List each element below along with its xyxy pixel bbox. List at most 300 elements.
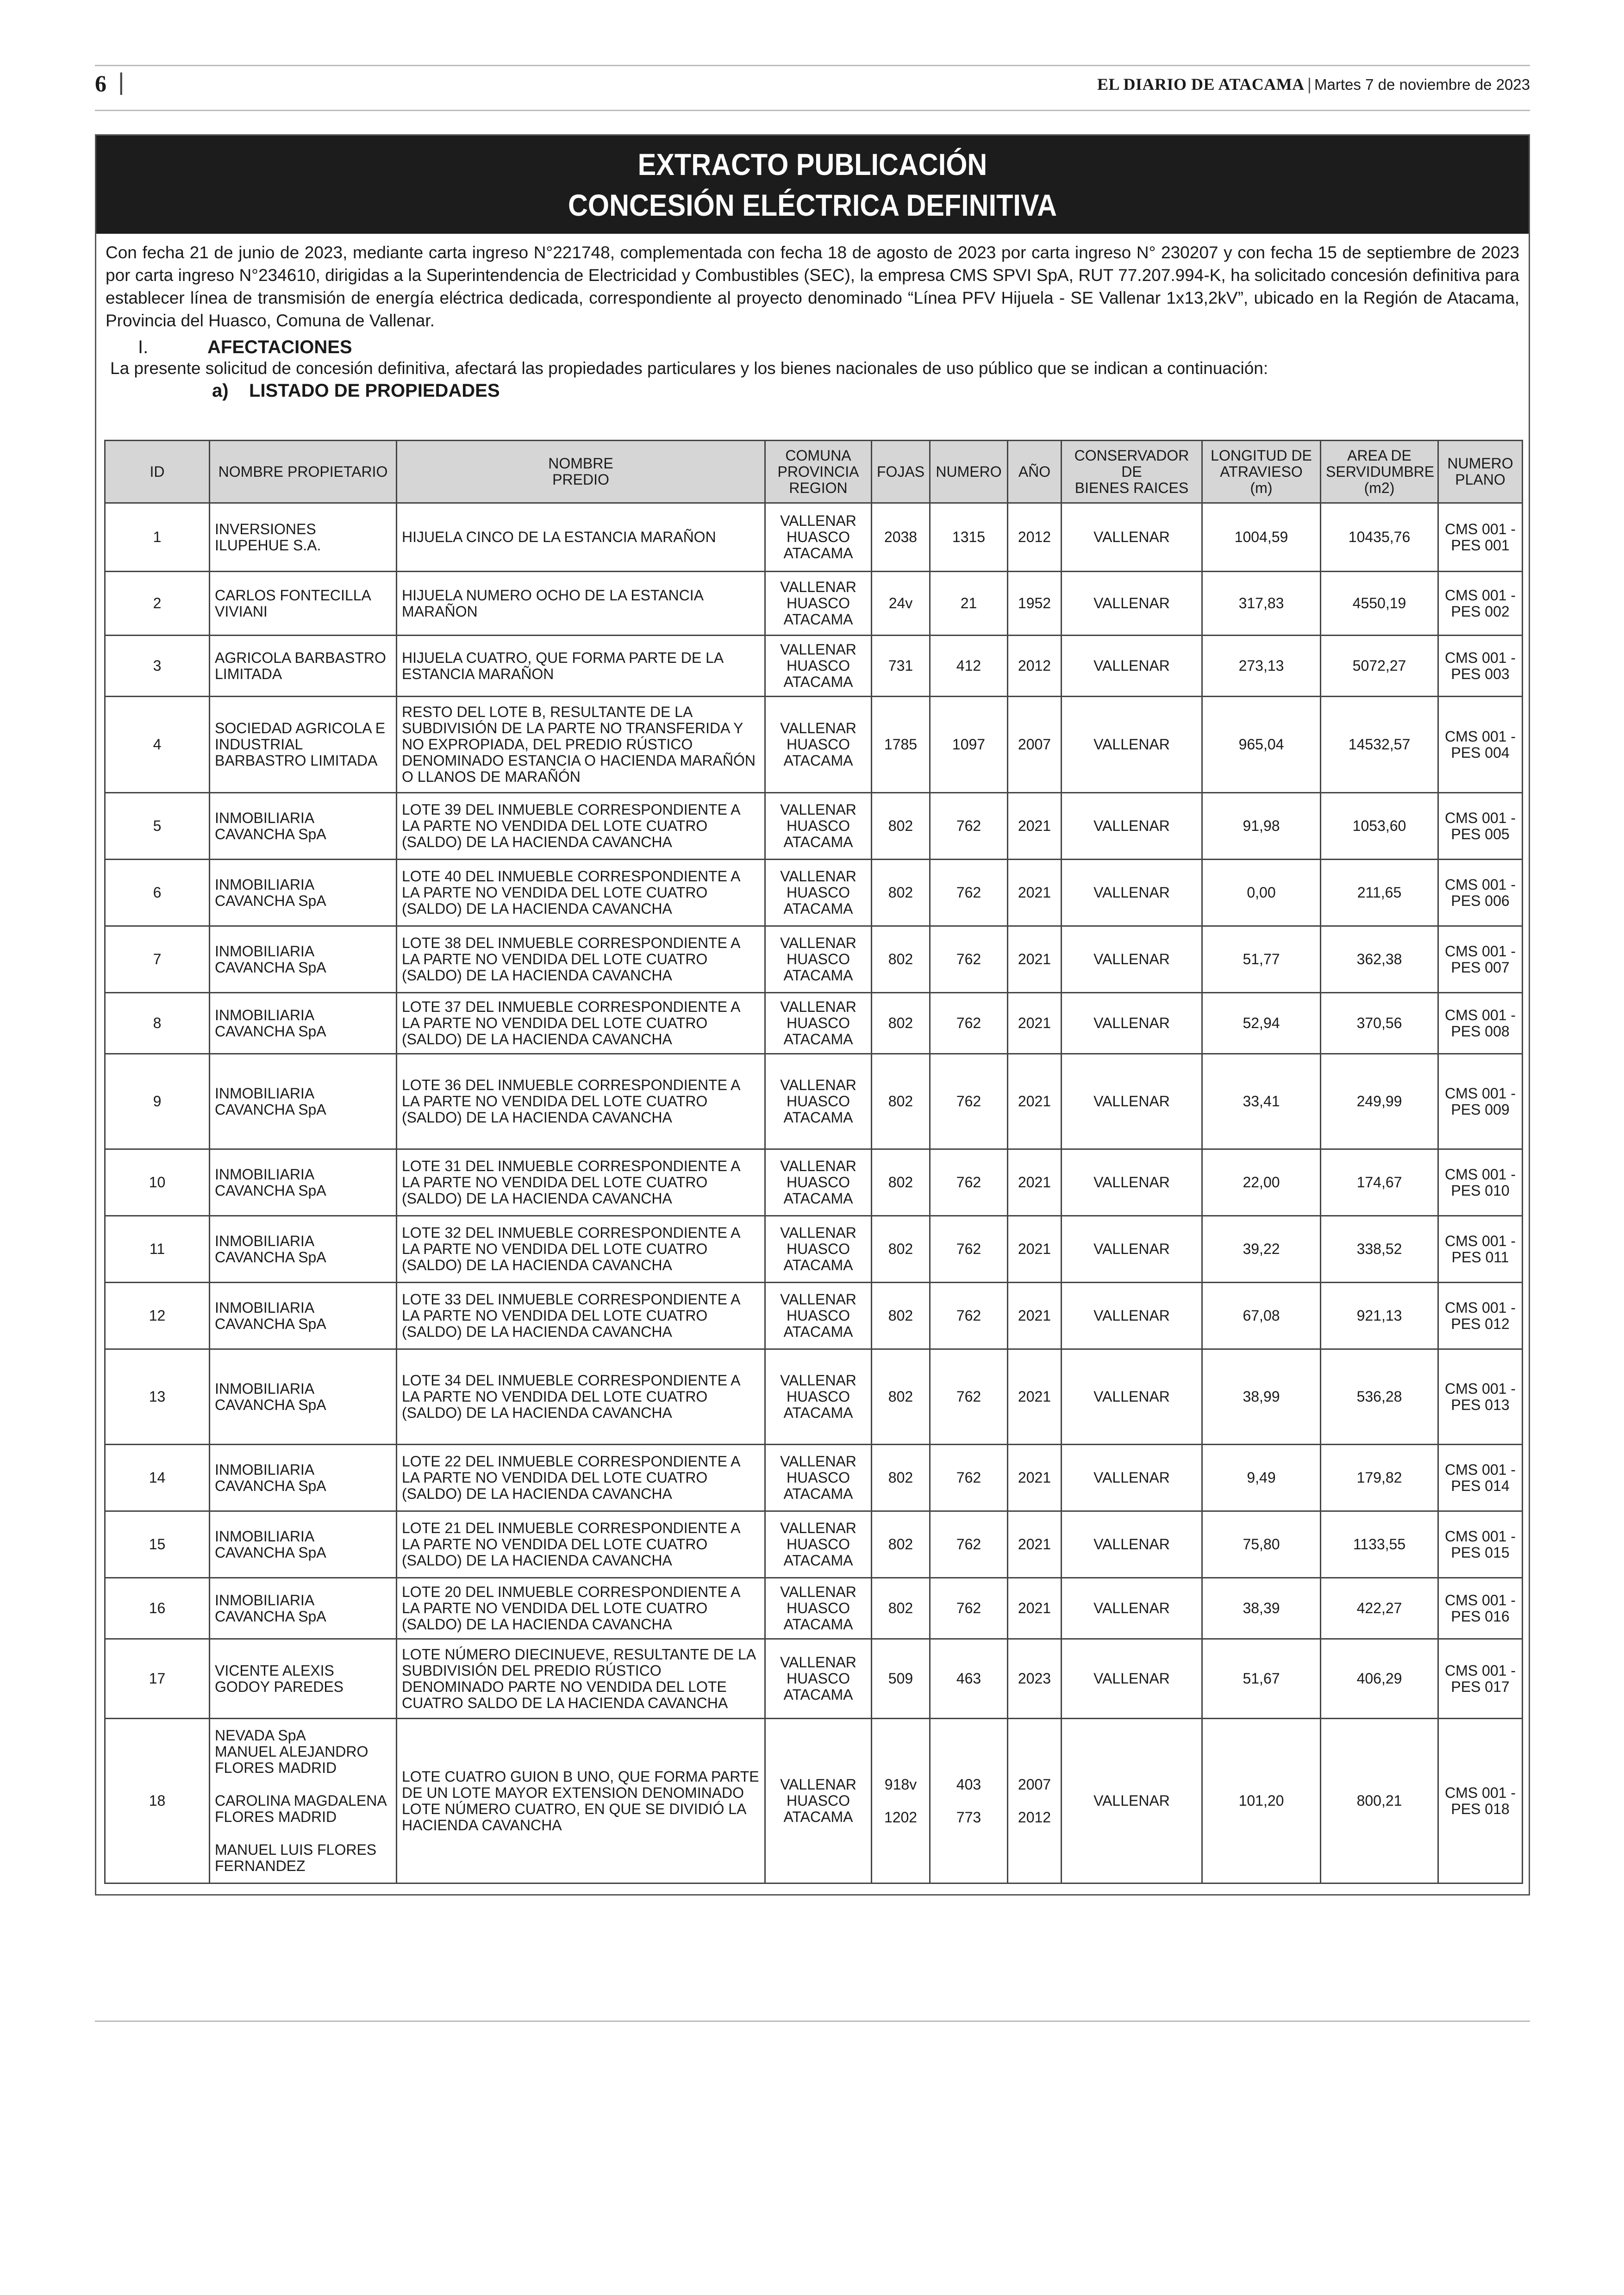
cell-comuna [765,793,872,860]
cell-plano [1438,697,1523,793]
table-header-row [105,441,1523,503]
cell-plano-line-1: CMS 001 - [1445,1166,1516,1183]
cell-plano [1438,926,1523,993]
cell-region-name: ATACAMA [783,834,853,850]
cell-owner: INMOBILIARIA CAVANCHA SpA [210,1149,397,1216]
cell-plano-line-2: PES 003 [1451,665,1510,682]
cell-owner: INMOBILIARIA CAVANCHA SpA [210,926,397,993]
page-header [95,65,1530,111]
cell-conservador: VALLENAR [1062,697,1202,793]
cell-comuna-name: VALLENAR [780,801,856,818]
cell-numero: 762 [930,1578,1008,1639]
cell-provincia-name: HUASCO [787,1015,850,1031]
cell-plano [1438,1578,1523,1639]
owner-name-3: CAROLINA MAGDALENA FLORES MADRID [215,1792,386,1825]
cell-comuna [765,1719,872,1883]
cell-provincia-name: HUASCO [787,529,850,545]
cell-plano-line-2: PES 010 [1451,1182,1510,1199]
cell-comuna [765,1349,872,1445]
cell-plano-line-1: CMS 001 - [1445,1784,1516,1801]
cell-region-name: ATACAMA [783,1257,853,1273]
cell-conservador: VALLENAR [1062,1216,1202,1283]
section-text: La presente solicitud de concesión definitiva, afectará las propiedades particulares y los bienes nacionales de uso público que se indican a continuación: [110,359,1268,378]
cell-numero: 463 [930,1639,1008,1719]
cell-id: 3 [105,636,210,697]
cell-predio: LOTE 38 DEL INMUEBLE CORRESPONDIENTE A LA PARTE NO VENDIDA DEL LOTE CUATRO (SALDO) DE LA HACIENDA CAVANCHA [397,926,765,993]
header-longitud-line-1: LONGITUD DE [1211,447,1312,464]
cell-anio: 1952 [1008,572,1062,636]
cell-predio: LOTE 22 DEL INMUEBLE CORRESPONDIENTE A LA PARTE NO VENDIDA DEL LOTE CUATRO (SALDO) DE LA HACIENDA CAVANCHA [397,1445,765,1511]
cell-plano-line-1: CMS 001 - [1445,520,1516,537]
header-plano-line-1: NUMERO [1447,455,1513,472]
cell-comuna-name: VALLENAR [780,1224,856,1241]
cell-plano-line-1: CMS 001 - [1445,1591,1516,1609]
cell-id: 4 [105,697,210,793]
cell-comuna [765,1054,872,1149]
cell-plano [1438,793,1523,860]
publication-name: EL DIARIO DE ATACAMA [1097,75,1305,94]
cell-conservador: VALLENAR [1062,926,1202,993]
publication-date: Martes 7 de noviembre de 2023 [1314,76,1530,93]
cell-comuna-name: VALLENAR [780,935,856,951]
cell-anio: 2021 [1008,1511,1062,1578]
cell-comuna [765,697,872,793]
notice-title-line-1: EXTRACTO PUBLICACIÓN [637,147,987,181]
cell-region-name: ATACAMA [783,900,853,917]
header-area-line-1: AREA DE [1347,447,1412,464]
cell-plano [1438,636,1523,697]
cell-numero: 762 [930,1445,1008,1511]
cell-provincia-name: HUASCO [787,817,850,834]
cell-id: 14 [105,1445,210,1511]
cell-plano-line-1: CMS 001 - [1445,1232,1516,1249]
subsection-title: LISTADO DE PROPIEDADES [249,380,500,401]
cell-predio: LOTE 37 DEL INMUEBLE CORRESPONDIENTE A LA PARTE NO VENDIDA DEL LOTE CUATRO (SALDO) DE LA HACIENDA CAVANCHA [397,993,765,1054]
cell-fojas: 802 [872,1511,930,1578]
cell-id: 10 [105,1149,210,1216]
cell-plano-line-1: CMS 001 - [1445,1528,1516,1545]
cell-numero: 762 [930,1511,1008,1578]
cell-comuna-name: VALLENAR [780,1291,856,1308]
cell-fojas: 802 [872,1349,930,1445]
cell-conservador: VALLENAR [1062,1719,1202,1883]
cell-numero [930,1719,1008,1883]
cell-predio: HIJUELA CINCO DE LA ESTANCIA MARAÑON [397,503,765,572]
cell-anio: 2021 [1008,1054,1062,1149]
cell-comuna-name: VALLENAR [780,1584,856,1600]
cell-plano-line-2: PES 001 [1451,536,1510,554]
cell-plano-line-1: CMS 001 - [1445,876,1516,893]
cell-comuna [765,1511,872,1578]
masthead-separator: | [1307,75,1312,94]
cell-predio: LOTE CUATRO GUION B UNO, QUE FORMA PARTE DE UN LOTE MAYOR EXTENSION DENOMINADO LOTE NÚMERO CUATRO, EN QUE SE DIVIDIÓ LA HACIENDA CAVANCHA [397,1719,765,1883]
cell-area: 338,52 [1321,1216,1438,1283]
cell-provincia-name: HUASCO [787,736,850,753]
cell-predio: LOTE 32 DEL INMUEBLE CORRESPONDIENTE A LA PARTE NO VENDIDA DEL LOTE CUATRO (SALDO) DE LA HACIENDA CAVANCHA [397,1216,765,1283]
table-row-14 [105,1445,1523,1511]
cell-plano-line-1: CMS 001 - [1445,1461,1516,1478]
header-longitud-line-3: (m) [1250,479,1273,496]
cell-area: 1053,60 [1321,793,1438,860]
cell-numero: 21 [930,572,1008,636]
cell-comuna [765,993,872,1054]
cell-owner: INMOBILIARIA CAVANCHA SpA [210,1283,397,1349]
cell-longitud: 52,94 [1202,993,1321,1054]
cell-comuna [765,1445,872,1511]
cell-anio: 2021 [1008,993,1062,1054]
cell-plano [1438,1149,1523,1216]
cell-owner: INVERSIONES ILUPEHUE S.A. [210,503,397,572]
cell-conservador: VALLENAR [1062,860,1202,926]
cell-provincia-name: HUASCO [787,1670,850,1687]
cell-conservador: VALLENAR [1062,993,1202,1054]
cell-fojas: 802 [872,926,930,993]
cell-comuna-name: VALLENAR [780,1520,856,1536]
cell-region-name: ATACAMA [783,545,853,561]
cell-comuna [765,636,872,697]
cell-fojas: 1785 [872,697,930,793]
cell-plano-line-1: CMS 001 - [1445,809,1516,826]
cell-owner: SOCIEDAD AGRICOLA E INDUSTRIAL BARBASTRO LIMITADA [210,697,397,793]
subsection-letter: a) [212,380,229,401]
owner-name-2: MANUEL ALEJANDRO FLORES MADRID [215,1743,369,1776]
page-number: 6 [95,70,106,96]
cell-numero: 762 [930,1149,1008,1216]
cell-anio: 2021 [1008,1349,1062,1445]
cell-predio: LOTE 40 DEL INMUEBLE CORRESPONDIENTE A LA PARTE NO VENDIDA DEL LOTE CUATRO (SALDO) DE LA HACIENDA CAVANCHA [397,860,765,926]
header-plano [1438,441,1523,503]
cell-area: 921,13 [1321,1283,1438,1349]
table-row-2 [105,572,1523,636]
cell-plano-line-2: PES 012 [1451,1315,1510,1332]
cell-owner: INMOBILIARIA CAVANCHA SpA [210,1349,397,1445]
cell-plano [1438,503,1523,572]
cell-longitud: 22,00 [1202,1149,1321,1216]
numero-value-1: 403 [956,1776,981,1793]
table-row-5 [105,793,1523,860]
cell-region-name: ATACAMA [783,1686,853,1703]
cell-id: 12 [105,1283,210,1349]
cell-plano-line-2: PES 006 [1451,892,1510,909]
cell-plano-line-1: CMS 001 - [1445,1299,1516,1316]
cell-conservador: VALLENAR [1062,793,1202,860]
cell-area: 14532,57 [1321,697,1438,793]
properties-table [104,440,1523,1884]
cell-predio: RESTO DEL LOTE B, RESULTANTE DE LA SUBDIVISIÓN DE LA PARTE NO TRANSFERIDA Y NO EXPROPIADA, DEL PREDIO RÚSTICO DENOMINADO ESTANCIA O HACIENDA MARAÑÓN O LLANOS DE MARAÑÓN [397,697,765,793]
cell-anio: 2007 [1008,697,1062,793]
cell-comuna-name: VALLENAR [780,512,856,529]
cell-predio: LOTE 33 DEL INMUEBLE CORRESPONDIENTE A LA PARTE NO VENDIDA DEL LOTE CUATRO (SALDO) DE LA HACIENDA CAVANCHA [397,1283,765,1349]
cell-longitud: 101,20 [1202,1719,1321,1883]
section-number: I. [138,337,149,357]
cell-owner: INMOBILIARIA CAVANCHA SpA [210,1216,397,1283]
cell-area: 800,21 [1321,1719,1438,1883]
cell-plano-line-2: PES 008 [1451,1023,1510,1040]
header-area-line-3: (m2) [1364,479,1395,496]
cell-region-name: ATACAMA [783,1404,853,1421]
cell-region-name: ATACAMA [783,1809,853,1825]
header-conservador-line-2: BIENES RAICES [1074,479,1189,496]
cell-area: 406,29 [1321,1639,1438,1719]
cell-region-name: ATACAMA [783,1190,853,1207]
cell-plano [1438,1719,1523,1883]
cell-longitud: 9,49 [1202,1445,1321,1511]
fojas-value-2: 1202 [884,1809,918,1826]
cell-region-name: ATACAMA [783,1552,853,1569]
table-row-9 [105,1054,1523,1149]
cell-owner: AGRICOLA BARBASTRO LIMITADA [210,636,397,697]
cell-numero: 762 [930,1216,1008,1283]
table-row-11 [105,1216,1523,1283]
cell-anio: 2012 [1008,636,1062,697]
masthead [1097,75,1530,94]
cell-predio: LOTE NÚMERO DIECINUEVE, RESULTANTE DE LA SUBDIVISIÓN DEL PREDIO RÚSTICO DENOMINADO PARTE NO VENDIDA DEL LOTE CUATRO SALDO DE LA HACIENDA CAVANCHA [397,1639,765,1719]
cell-longitud: 1004,59 [1202,503,1321,572]
cell-predio: HIJUELA CUATRO, QUE FORMA PARTE DE LA ESTANCIA MARAÑON [397,636,765,697]
cell-fojas: 509 [872,1639,930,1719]
header-longitud [1202,441,1321,503]
cell-anio: 2021 [1008,1149,1062,1216]
cell-provincia-name: HUASCO [787,1241,850,1257]
cell-id: 6 [105,860,210,926]
cell-comuna-name: VALLENAR [780,868,856,885]
cell-plano-line-2: PES 013 [1451,1396,1510,1413]
cell-longitud: 0,00 [1202,860,1321,926]
legal-notice [95,134,1530,1896]
header-conservador [1062,441,1202,503]
cell-area: 536,28 [1321,1349,1438,1445]
table-row-4 [105,697,1523,793]
cell-owner: INMOBILIARIA CAVANCHA SpA [210,1578,397,1639]
cell-region-name: ATACAMA [783,674,853,690]
cell-plano [1438,1349,1523,1445]
cell-provincia-name: HUASCO [787,951,850,967]
cell-id: 9 [105,1054,210,1149]
cell-conservador: VALLENAR [1062,503,1202,572]
cell-id: 7 [105,926,210,993]
cell-longitud: 273,13 [1202,636,1321,697]
header-conservador-line-1: CONSERVADOR DE [1074,447,1189,480]
cell-owner: INMOBILIARIA CAVANCHA SpA [210,860,397,926]
numero-value-2: 773 [956,1809,981,1826]
cell-predio: LOTE 39 DEL INMUEBLE CORRESPONDIENTE A LA PARTE NO VENDIDA DEL LOTE CUATRO (SALDO) DE LA HACIENDA CAVANCHA [397,793,765,860]
subsection-heading [212,379,1529,403]
cell-plano-line-1: CMS 001 - [1445,728,1516,745]
cell-provincia-name: HUASCO [787,1600,850,1616]
cell-comuna [765,1283,872,1349]
cell-anio: 2021 [1008,1216,1062,1283]
header-plano-line-2: PLANO [1455,471,1505,488]
cell-fojas: 802 [872,1445,930,1511]
cell-conservador: VALLENAR [1062,1639,1202,1719]
cell-comuna-name: VALLENAR [780,1158,856,1174]
cell-comuna-name: VALLENAR [780,1776,856,1793]
cell-conservador: VALLENAR [1062,572,1202,636]
cell-plano-line-1: CMS 001 - [1445,649,1516,666]
cell-anio: 2021 [1008,793,1062,860]
cell-plano-line-2: PES 009 [1451,1101,1510,1118]
cell-area: 4550,19 [1321,572,1438,636]
cell-fojas: 802 [872,1054,930,1149]
cell-comuna [765,572,872,636]
cell-comuna-name: VALLENAR [780,579,856,595]
cell-comuna-name: VALLENAR [780,1077,856,1093]
cell-plano [1438,1511,1523,1578]
cell-region-name: ATACAMA [783,611,853,628]
page-number-separator: | [118,69,125,95]
cell-area: 422,27 [1321,1578,1438,1639]
cell-conservador: VALLENAR [1062,1149,1202,1216]
cell-owner: VICENTE ALEXIS GODOY PAREDES [210,1639,397,1719]
cell-numero: 412 [930,636,1008,697]
cell-provincia-name: HUASCO [787,1307,850,1324]
cell-region-name: ATACAMA [783,967,853,984]
cell-provincia-name: HUASCO [787,657,850,674]
cell-owner: INMOBILIARIA CAVANCHA SpA [210,993,397,1054]
cell-area: 179,82 [1321,1445,1438,1511]
cell-anio [1008,1719,1062,1883]
cell-plano [1438,1283,1523,1349]
cell-plano-line-2: PES 005 [1451,825,1510,842]
cell-numero: 1315 [930,503,1008,572]
table-row-15 [105,1511,1523,1578]
cell-plano-line-2: PES 007 [1451,959,1510,976]
cell-longitud: 75,80 [1202,1511,1321,1578]
cell-id: 17 [105,1639,210,1719]
cell-region-name: ATACAMA [783,752,853,769]
cell-fojas: 802 [872,860,930,926]
cell-conservador: VALLENAR [1062,1445,1202,1511]
header-owner: NOMBRE PROPIETARIO [210,441,397,503]
cell-fojas: 802 [872,1578,930,1639]
cell-conservador: VALLENAR [1062,636,1202,697]
cell-fojas: 731 [872,636,930,697]
header-numero: NUMERO [930,441,1008,503]
anio-value-2: 2012 [1018,1809,1051,1826]
cell-owner [210,1719,397,1883]
cell-fojas: 2038 [872,503,930,572]
table-row-6 [105,860,1523,926]
cell-conservador: VALLENAR [1062,1349,1202,1445]
cell-fojas: 802 [872,793,930,860]
notice-title-bar [96,136,1529,234]
owner-name-1: NEVADA SpA [215,1727,306,1744]
cell-area: 249,99 [1321,1054,1438,1149]
cell-plano [1438,860,1523,926]
cell-region-name: ATACAMA [783,1323,853,1340]
cell-id: 8 [105,993,210,1054]
table-row-10 [105,1149,1523,1216]
cell-predio: HIJUELA NUMERO OCHO DE LA ESTANCIA MARAÑON [397,572,765,636]
cell-plano-line-1: CMS 001 - [1445,1085,1516,1102]
cell-comuna [765,1149,872,1216]
header-comuna-line-2: PROVINCIA [777,463,859,480]
cell-longitud: 317,83 [1202,572,1321,636]
cell-area: 174,67 [1321,1149,1438,1216]
cell-numero: 1097 [930,697,1008,793]
cell-id: 2 [105,572,210,636]
cell-numero: 762 [930,993,1008,1054]
cell-anio: 2021 [1008,860,1062,926]
cell-area: 10435,76 [1321,503,1438,572]
header-comuna [765,441,872,503]
cell-longitud: 965,04 [1202,697,1321,793]
cell-plano-line-2: PES 004 [1451,744,1510,761]
cell-plano-line-1: CMS 001 - [1445,1006,1516,1023]
cell-anio: 2021 [1008,1445,1062,1511]
cell-comuna [765,503,872,572]
cell-region-name: ATACAMA [783,1031,853,1048]
cell-comuna-name: VALLENAR [780,998,856,1015]
table-row-12 [105,1283,1523,1349]
cell-conservador: VALLENAR [1062,1578,1202,1639]
cell-conservador: VALLENAR [1062,1511,1202,1578]
cell-comuna [765,1578,872,1639]
fojas-value-1: 918v [884,1776,917,1793]
cell-provincia-name: HUASCO [787,884,850,901]
cell-fojas: 802 [872,1283,930,1349]
cell-numero: 762 [930,1283,1008,1349]
cell-plano-line-2: PES 017 [1451,1678,1510,1695]
cell-anio: 2023 [1008,1639,1062,1719]
cell-anio: 2021 [1008,926,1062,993]
table-row-8 [105,993,1523,1054]
cell-fojas: 802 [872,1149,930,1216]
cell-plano-line-2: PES 018 [1451,1800,1510,1817]
cell-plano-line-2: PES 002 [1451,603,1510,620]
cell-comuna-name: VALLENAR [780,1654,856,1671]
owner-name-4: MANUEL LUIS FLORES FERNANDEZ [215,1841,377,1874]
cell-plano-line-1: CMS 001 - [1445,1380,1516,1397]
cell-provincia-name: HUASCO [787,595,850,611]
cell-longitud: 51,77 [1202,926,1321,993]
footer-rule [95,2021,1530,2022]
cell-plano-line-2: PES 014 [1451,1477,1510,1494]
cell-predio: LOTE 34 DEL INMUEBLE CORRESPONDIENTE A LA PARTE NO VENDIDA DEL LOTE CUATRO (SALDO) DE LA HACIENDA CAVANCHA [397,1349,765,1445]
notice-title-line-2: CONCESIÓN ELÉCTRICA DEFINITIVA [568,188,1057,222]
cell-provincia-name: HUASCO [787,1536,850,1553]
cell-conservador: VALLENAR [1062,1054,1202,1149]
cell-comuna-name: VALLENAR [780,641,856,658]
cell-plano [1438,993,1523,1054]
cell-fojas [872,1719,930,1883]
header-predio [397,441,765,503]
cell-plano-line-2: PES 016 [1451,1608,1510,1625]
cell-conservador: VALLENAR [1062,1283,1202,1349]
cell-plano-line-2: PES 011 [1451,1248,1509,1266]
header-comuna-line-3: REGION [789,479,848,496]
cell-predio: LOTE 36 DEL INMUEBLE CORRESPONDIENTE A LA PARTE NO VENDIDA DEL LOTE CUATRO (SALDO) DE LA HACIENDA CAVANCHA [397,1054,765,1149]
cell-anio: 2021 [1008,1578,1062,1639]
cell-owner: CARLOS FONTECILLA VIVIANI [210,572,397,636]
cell-predio: LOTE 20 DEL INMUEBLE CORRESPONDIENTE A LA PARTE NO VENDIDA DEL LOTE CUATRO (SALDO) DE LA HACIENDA CAVANCHA [397,1578,765,1639]
header-id: ID [105,441,210,503]
header-area-line-2: SERVIDUMBRE [1326,463,1435,480]
cell-longitud: 91,98 [1202,793,1321,860]
cell-id: 18 [105,1719,210,1883]
cell-numero: 762 [930,926,1008,993]
cell-longitud: 67,08 [1202,1283,1321,1349]
cell-provincia-name: HUASCO [787,1388,850,1405]
cell-area: 370,56 [1321,993,1438,1054]
cell-area: 211,65 [1321,860,1438,926]
cell-comuna [765,1639,872,1719]
cell-fojas: 24v [872,572,930,636]
cell-comuna-name: VALLENAR [780,1372,856,1389]
anio-value-1: 2007 [1018,1776,1051,1793]
table-row-13 [105,1349,1523,1445]
cell-provincia-name: HUASCO [787,1093,850,1110]
